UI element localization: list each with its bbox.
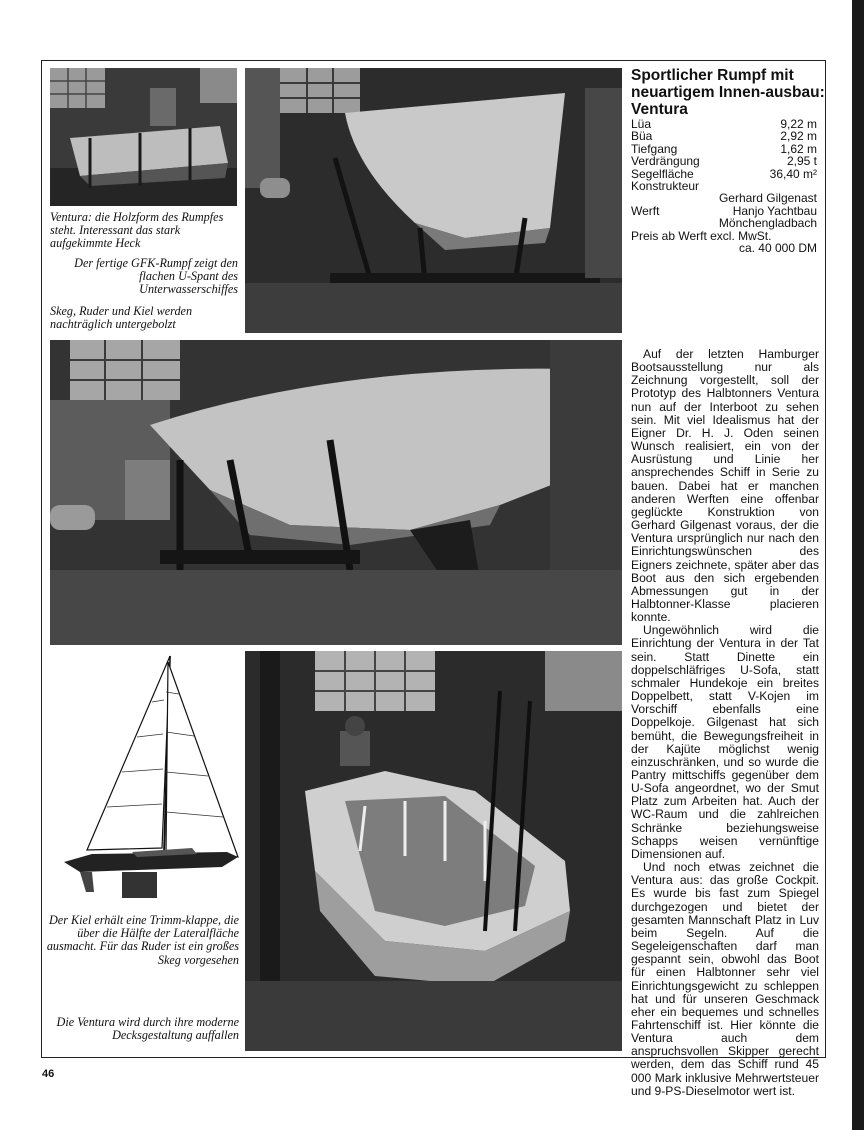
caption-deck: Die Ventura wird durch ihre moderne Decksgestaltung auffallen	[56, 1015, 239, 1043]
caption-grp-hull: Der fertige GFK-Rumpf zeigt den flachen U-Spant des Unterwasserschiffes	[74, 256, 238, 297]
caption-skeg: Skeg, Ruder und Kiel werden nachträglich untergebolzt	[50, 304, 193, 332]
spec-yard-city: Mönchengladbach	[718, 216, 817, 231]
body-paragraph-1: Auf der letzten Hamburger Bootsausstellung nur als Zeichnung vorgestellt, soll der Prototyp des Halbtonners Ventura nun auf der Interboot zu sehen sein. Mit viel Idealismus hat der Eigner Dr. H. J. Oden seinen Wunsch realisiert, ein von der Ausrüstung und Linie her ansprechendes Schiff in Serie zu bauen. Dabei hat er manchen anderen Werften eine offenbar geglückte Konstruktion von Gerhard Gilgenast voraus, der die Ventura ursprünglich nur nach den Einrichtungswünschen des Eigners zeichnete, später aber das Boot aus den sich ergebenden Abmessungen gut in der Halbtonner-Klasse placieren konnte.	[631, 347, 819, 625]
article-body	[631, 348, 819, 1098]
spec-row-boa: Büa 2,92 m	[631, 129, 817, 144]
spec-row-yard: Werft Hanjo Yachtbau	[631, 203, 817, 218]
spec-price-value: ca. 40 000 DM	[738, 241, 817, 256]
spec-row-draft: Tiefgang 1,62 m	[631, 141, 817, 156]
photo-deck-view	[245, 651, 622, 1051]
sail-plan-drawing	[52, 652, 240, 900]
body-paragraph-3: Und noch etwas zeichnet die Ventura aus: das große Cockpit. Es wurde bis fast zum Spiegel durchgezogen und bietet der gesamten Mannschaft Platz in Luv beim Segeln. Auf die Segeleigenschaften darf man gespannt sein, obwohl das Boot für einen Halbtonner sehr viel Einrichtungsgewicht zu schleppen hat und für unseren Geschmack eher ein bequemes und schnelles Fahrtenschiff ist. Hier könnte die Ventura auch dem anspruchsvollen Skipper gerecht werden, dem das Schiff rund 45 000 Mark inklusive Mehrwertsteuer und 9-PS-Dieselmotor wert ist.	[631, 860, 819, 1098]
caption-wood-mold: Ventura: die Holzform des Rumpfes steht. Interessant das stark aufgekimmte Heck	[50, 210, 224, 251]
spec-row-loa: Lüa 9,22 m	[631, 117, 817, 131]
photo-grp-hull	[245, 68, 622, 333]
photo-wood-mold	[50, 68, 237, 206]
spec-table	[631, 118, 817, 254]
spec-price-label: Preis ab Werft excl. MwSt.	[631, 228, 772, 243]
body-paragraph-2: Ungewöhnlich wird die Einrichtung der Ventura in der Tat sein. Statt Dinette ein doppelschläfriges U-Sofa, statt schmaler Hundekoje ein breites Doppelbett, statt V-Kojen im Vorschiff ebenfalls eine Doppelkoje. Gilgenast hat sich bemüht, die Bewegungsfreiheit in der Kajüte möglichst wenig einzuschränken, und so wurde die Pantry mittschiffs gegenüber dem U-Sofa angeordnet, wo der Smut Platz zum Arbeiten hat. Auch der WC-Raum und die zahlreichen Schränke beziehungsweise Schapps weisen vernünftige Dimensionen auf.	[631, 623, 819, 861]
article-title: Sportlicher Rumpf mit neuartigem Innen-ausbau: Ventura	[631, 67, 825, 118]
spec-row-displacement: Verdrängung 2,95 t	[631, 154, 817, 169]
page-number: 46	[42, 1068, 55, 1080]
photo-hull-in-hall	[50, 340, 622, 645]
spec-designer-value: Gerhard Gilgenast	[718, 191, 817, 206]
caption-keel: Der Kiel erhält eine Trimm-klappe, die über die Hälfte der Lateralfläche ausmacht. Für das Ruder ist ein großes Skeg vorgesehen	[46, 913, 239, 967]
spec-row-sail: Segelfläche 36,40 m²	[631, 166, 817, 181]
spec-designer-label: Konstrukteur	[631, 179, 700, 194]
page-edge-shadow	[852, 0, 864, 1130]
